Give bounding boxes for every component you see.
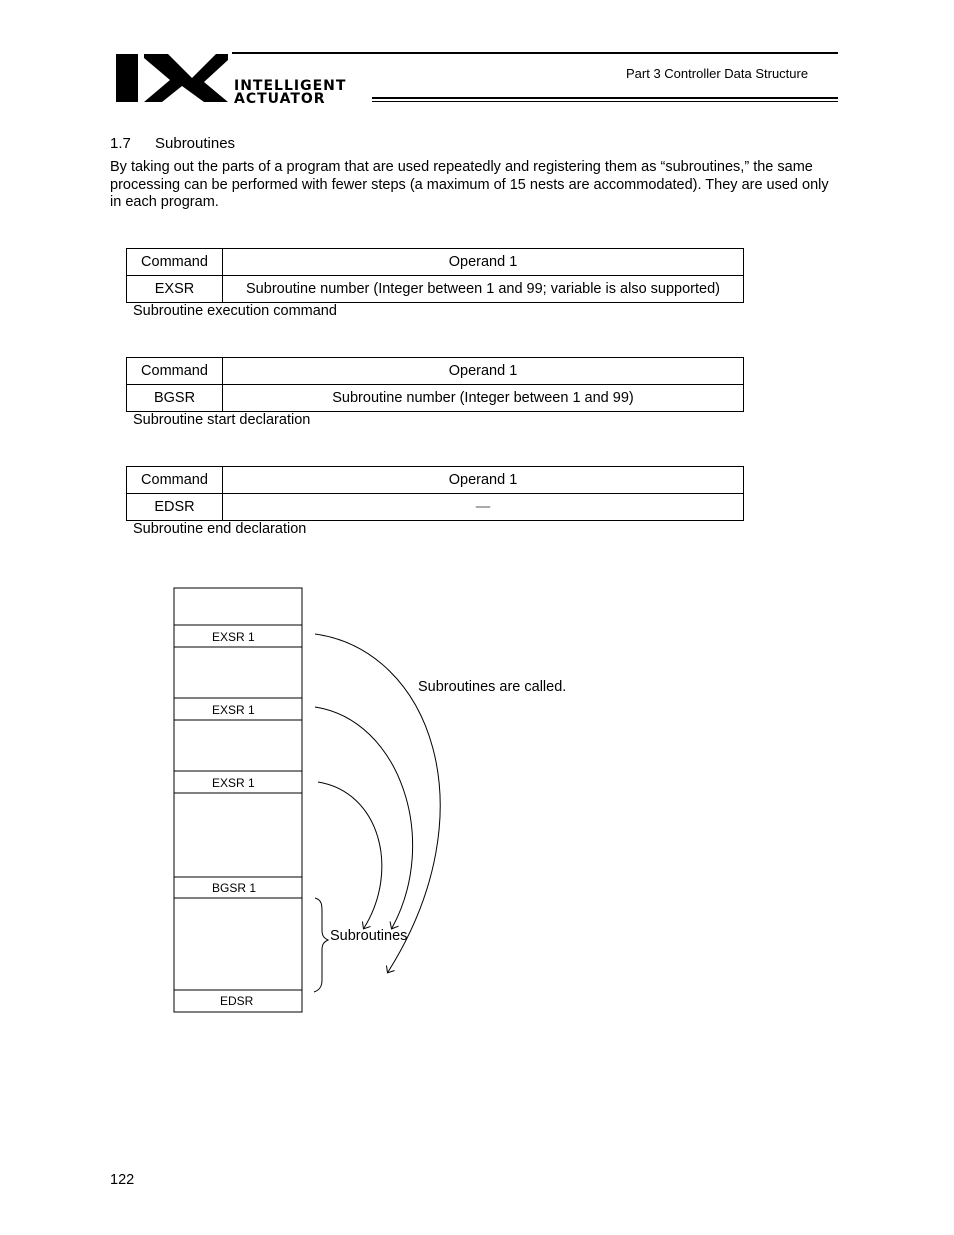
call-arrow bbox=[318, 782, 382, 928]
operand-cell: Subroutine number (Integer between 1 and 99; variable is also supported) bbox=[223, 276, 744, 303]
header-operand-cell: Operand 1 bbox=[223, 467, 744, 494]
command-cell: EXSR bbox=[127, 276, 223, 303]
called-label: Subroutines are called. bbox=[418, 679, 567, 695]
subroutine-diagram bbox=[160, 580, 620, 1020]
header-rule-top bbox=[232, 52, 838, 54]
header-operand-cell: Operand 1 bbox=[223, 249, 744, 276]
operand-cell: — bbox=[223, 494, 744, 521]
row-separators bbox=[174, 625, 302, 990]
subroutine-brace bbox=[314, 898, 328, 992]
step-label: EXSR 1 bbox=[212, 703, 255, 717]
intro-paragraph: By taking out the parts of a program that are used repeatedly and registering them as “subroutines,” the same processing can be performed with fewer steps (a maximum of 15 nests are accommodated). They are used only in each program. bbox=[110, 159, 829, 210]
bgsr-command-table bbox=[126, 357, 744, 412]
header-rule-bottom-thin bbox=[372, 101, 838, 102]
step-label: BGSR 1 bbox=[212, 881, 257, 895]
edsr-command-table bbox=[126, 466, 744, 521]
section-title: Subroutines bbox=[155, 135, 236, 152]
program-column bbox=[174, 588, 302, 1012]
intelligent-actuator-logo bbox=[112, 50, 402, 106]
logo-text-line2: ACTUATOR bbox=[234, 91, 326, 106]
part-title: Part 3 Controller Data Structure bbox=[626, 66, 809, 81]
step-label: EXSR 1 bbox=[212, 630, 255, 644]
exsr-caption: Subroutine execution command bbox=[133, 303, 337, 319]
command-cell: BGSR bbox=[127, 385, 223, 412]
section-heading bbox=[110, 135, 235, 152]
logo-text-line1: INTELLIGENT bbox=[234, 78, 347, 94]
edsr-caption: Subroutine end declaration bbox=[133, 521, 307, 537]
subroutines-label: Subroutines bbox=[330, 928, 408, 944]
header-rule-bottom bbox=[372, 97, 838, 99]
header-command-cell: Command bbox=[127, 249, 223, 276]
section-number: 1.7 bbox=[110, 135, 131, 152]
operand-cell: Subroutine number (Integer between 1 and 99) bbox=[223, 385, 744, 412]
call-arrow bbox=[315, 707, 413, 928]
header-command-cell: Command bbox=[127, 467, 223, 494]
header-command-cell: Command bbox=[127, 358, 223, 385]
exsr-command-table bbox=[126, 248, 744, 303]
page-number: 122 bbox=[110, 1172, 135, 1188]
step-label: EDSR bbox=[220, 994, 254, 1008]
header-operand-cell: Operand 1 bbox=[223, 358, 744, 385]
command-cell: EDSR bbox=[127, 494, 223, 521]
bgsr-caption: Subroutine start declaration bbox=[133, 412, 311, 428]
step-label: EXSR 1 bbox=[212, 776, 255, 790]
